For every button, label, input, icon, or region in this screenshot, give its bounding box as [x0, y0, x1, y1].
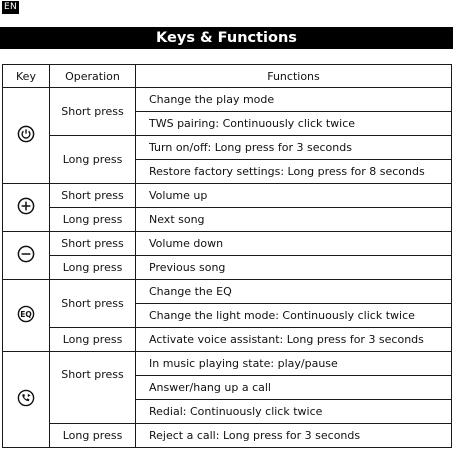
operation-label: Short press — [50, 184, 136, 208]
function-text: In music playing state: play/pause — [136, 352, 452, 376]
operation-label: Short press — [50, 352, 136, 424]
table-row — [3, 208, 452, 232]
key-cell-power — [3, 88, 50, 184]
key-cell-volume-up — [3, 184, 50, 232]
key-cell-play-phone — [3, 352, 50, 448]
operation-label: Short press — [50, 88, 136, 136]
svg-text:EQ: EQ — [20, 309, 32, 319]
function-text: Activate voice assistant: Long press for 3 seconds — [136, 328, 452, 352]
function-text: Volume up — [136, 184, 452, 208]
table-row — [3, 280, 452, 304]
operation-label: Short press — [50, 280, 136, 328]
plus-icon — [17, 197, 35, 218]
minus-icon — [17, 245, 35, 266]
header-key: Key — [3, 65, 50, 88]
table-row — [3, 184, 452, 208]
header-functions: Functions — [136, 65, 452, 88]
table-row — [3, 256, 452, 280]
key-cell-eq — [3, 280, 50, 352]
function-text: Reject a call: Long press for 3 seconds — [136, 424, 452, 448]
play-phone-icon — [17, 389, 35, 410]
operation-label: Short press — [50, 232, 136, 256]
table-row — [3, 424, 452, 448]
table-row — [3, 232, 452, 256]
function-text: Answer/hang up a call — [136, 376, 452, 400]
power-icon — [17, 125, 35, 146]
table-row — [3, 328, 452, 352]
table-row — [3, 88, 452, 112]
key-cell-volume-down — [3, 232, 50, 280]
function-text: Previous song — [136, 256, 452, 280]
eq-icon — [17, 305, 35, 326]
operation-label: Long press — [50, 208, 136, 232]
function-text: Change the EQ — [136, 280, 452, 304]
function-text: Redial: Continuously click twice — [136, 400, 452, 424]
keys-functions-table — [2, 64, 452, 448]
function-text: Volume down — [136, 232, 452, 256]
function-text: TWS pairing: Continuously click twice — [136, 112, 452, 136]
operation-label: Long press — [50, 136, 136, 184]
table-row — [3, 136, 452, 160]
table-row — [3, 352, 452, 376]
function-text: Change the play mode — [136, 88, 452, 112]
function-text: Change the light mode: Continuously click twice — [136, 304, 452, 328]
section-title: Keys & Functions — [0, 27, 453, 49]
function-text: Turn on/off: Long press for 3 seconds — [136, 136, 452, 160]
operation-label: Long press — [50, 256, 136, 280]
table-header-row — [3, 65, 452, 88]
header-operation: Operation — [50, 65, 136, 88]
function-text: Next song — [136, 208, 452, 232]
function-text: Restore factory settings: Long press for 8 seconds — [136, 160, 452, 184]
operation-label: Long press — [50, 424, 136, 448]
language-badge: EN — [3, 2, 18, 12]
operation-label: Long press — [50, 328, 136, 352]
